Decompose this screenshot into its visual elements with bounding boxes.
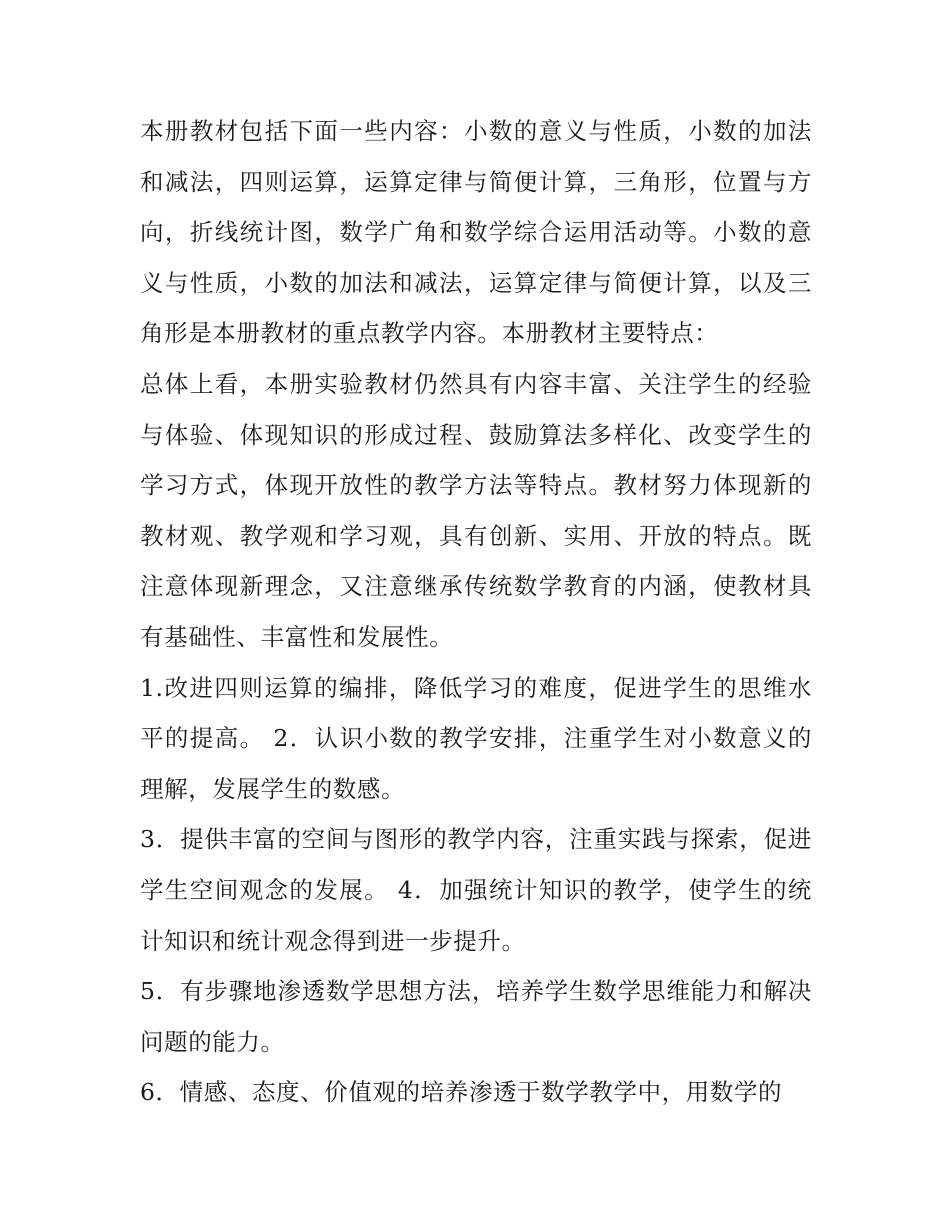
paragraph-content-overview: 本册教材包括下面一些内容：小数的意义与性质，小数的加法和减法，四则运算，运算定律与简便计算，三角形，位置与方向，折线统计图，数学广角和数学综合运用活动等。小数的意义与性质，小数的加法和减法，运算定律与简便计算，以及三角形是本册教材的重点教学内容。本册教材主要特点： (140, 117, 812, 348)
paragraph-overall-features: 总体上看，本册实验教材仍然具有内容丰富、关注学生的经验与体验、体现知识的形成过程、鼓励算法多样化、改变学生的学习方式，体现开放性的教学方法等特点。教材努力体现新的教材观、教学观和学习观，具有创新、实用、开放的特点。既注意体现新理念，又注意继承传统数学教育的内涵，使教材具有基础性、丰富性和发展性。 (140, 369, 812, 651)
paragraph-point-5: 5．有步骤地渗透数学思想方法，培养学生数学思维能力和解决问题的能力。 (140, 977, 812, 1056)
paragraph-point-6: 6．情感、态度、价值观的培养渗透于数学教学中，用数学的 (140, 1078, 783, 1107)
paragraph-point-1-2: 1.改进四则运算的编排，降低学习的难度，促进学生的思维水平的提高。 2．认识小数的教学安排，注重学生对小数意义的理解，发展学生的数感。 (140, 673, 812, 803)
document-page (140, 106, 812, 1118)
paragraph-point-3-4: 3．提供丰富的空间与图形的教学内容，注重实践与探索，促进学生空间观念的发展。 4．加强统计知识的教学，使学生的统计知识和统计观念得到进一步提升。 (140, 825, 812, 955)
